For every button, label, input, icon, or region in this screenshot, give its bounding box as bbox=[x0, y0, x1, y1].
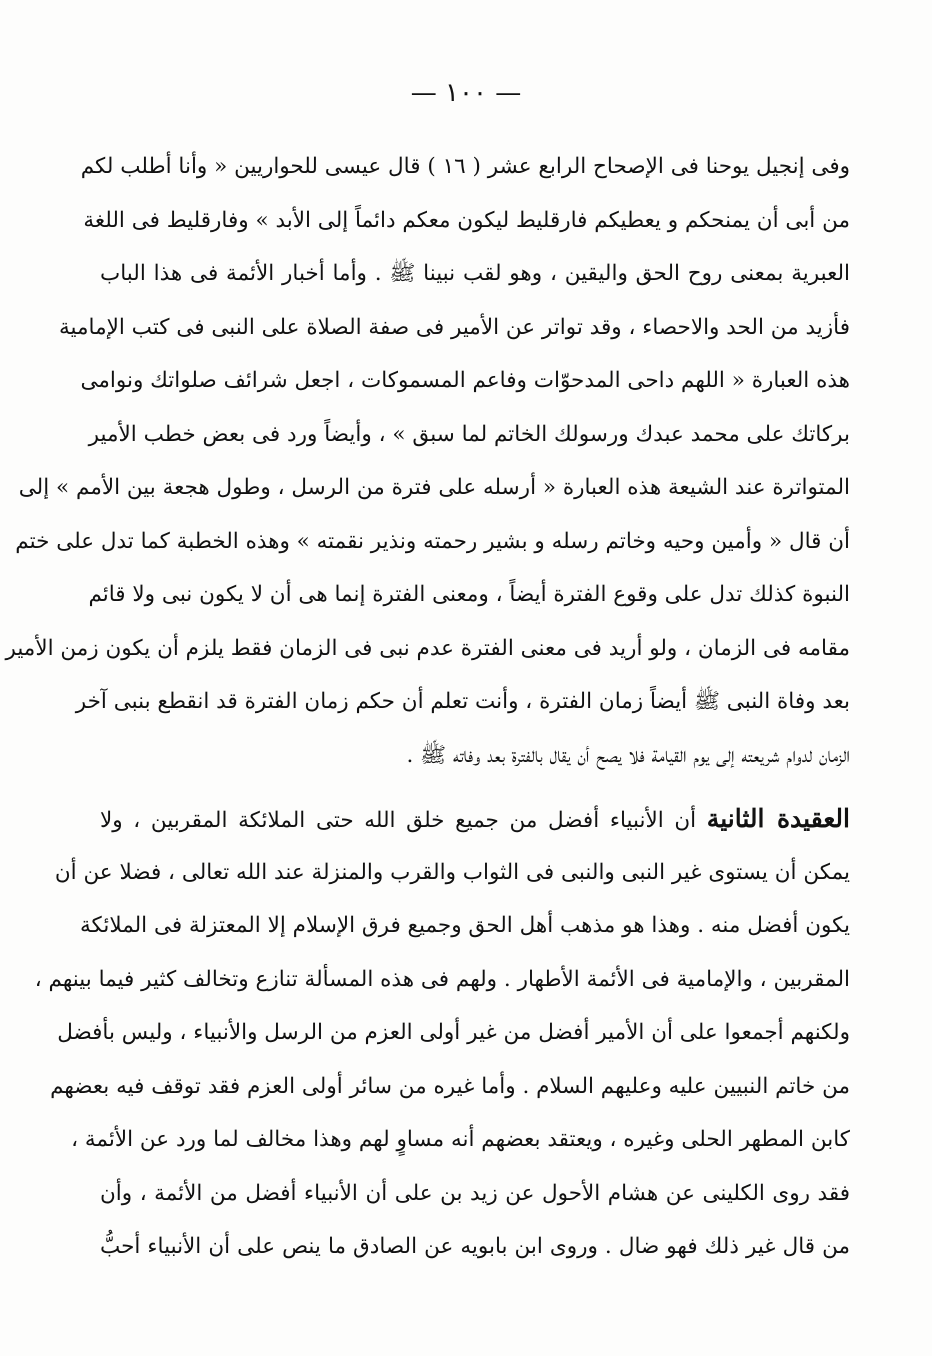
text-line: فقد روى الكلينى عن هشام الأحول عن زيد بن على أن الأنبياء أفضل من الأئمة ، وأن bbox=[100, 1180, 850, 1206]
text-line: يكون أفضل منه . وهذا هو مذهب أهل الحق وجميع فرق الإسلام إلا المعتزلة فى الملائكة bbox=[79, 913, 850, 938]
text-line: من أبى أن يمنحكم و يعطيكم فارقليط ليكون معكم دائماً إلى الأبد » وفارقليط فى اللغة bbox=[83, 207, 850, 233]
text-line: النبوة كذلك تدل على وقوع الفترة أيضاً ، ومعنى الفترة إنما هى أن لا يكون نبى ولا قائم bbox=[88, 582, 850, 607]
text-line: المقربين ، والإمامية فى الأئمة الأطهار . ولهم فى هذه المسألة تنازع وتخالف كثير فيما بينهم ، bbox=[34, 966, 850, 992]
section-heading: العقيدة الثانية bbox=[706, 804, 850, 833]
text-line: كابن المطهر الحلى وغيره ، ويعتقد بعضهم أنه مساوٍ لهم وهذا مخالف لما ورد عن الأئمة ، bbox=[71, 1127, 850, 1152]
text-line: يمكن أن يستوى غير النبى والنبى فى الثواب والقرب والمنزلة عند الله تعالى ، فضلا عن أن bbox=[54, 859, 850, 885]
text-line: العبرية بمعنى روح الحق واليقين ، وهو لقب نبينا ﷺ . وأما أخبار الأئمة فى هذا الباب bbox=[100, 261, 850, 286]
paragraph-second-creed bbox=[34, 792, 850, 1274]
text-line-with-heading bbox=[100, 792, 850, 846]
page-number: — ١٠٠ — bbox=[410, 78, 522, 108]
text-line-rest: أن الأنبياء أفضل من جميع خلق الله حتى الملائكة المقربين ، ولا bbox=[100, 808, 707, 833]
text-line: من قال غير ذلك فهو ضال . وروى ابن بابويه عن الصادق ما ينص على أن الأنبياء أحبُّ bbox=[100, 1234, 850, 1259]
text-line: المتواترة عند الشيعة هذه العبارة « أرسله على فترة من الرسل ، وطول هجعة بين الأمم » إلى bbox=[18, 475, 850, 500]
text-line: الزمان لدوام شريعته إلى يوم القيامة فلا يصح أن يقال بالفترة بعد وفاته ﷺ . bbox=[406, 742, 850, 768]
text-line: بعد وفاة النبى ﷺ أيضاً زمان الفترة ، وأنت تعلم أن حكم زمان الفترة قد انقطع بنبى آخر bbox=[75, 689, 850, 714]
text-line: بركاتك على محمد عبدك ورسولك الخاتم لما سبق » ، وأيضاً ورد فى بعض خطب الأمير bbox=[88, 421, 850, 447]
text-line: هذه العبارة « اللهم داحى المدحوّات وفاعم المسموكات ، اجعل شرائف صلواتك ونوامى bbox=[80, 368, 850, 393]
text-line: أن قال « وأمين وحيه وخاتم رسله و بشير رحمته ونذير نقمته » وهذه الخطبة كما تدل على ختم bbox=[15, 528, 850, 554]
text-line: مقامه فى الزمان ، ولو أريد فى معنى الفترة عدم نبى فى الزمان فقط يلزم أن يكون زمن الأمير bbox=[5, 635, 850, 661]
text-line: فأزيد من الحد والاحصاء ، وقد تواتر عن الأمير فى صفة الصلاة على النبى فى كتب الإمامية bbox=[59, 314, 850, 340]
text-line: من خاتم النبيين عليه وعليهم السلام . وأما غيره من سائر أولى العزم فقد توقف فيه بعضهم bbox=[50, 1073, 850, 1099]
text-line: وفى إنجيل يوحنا فى الإصحاح الرابع عشر ( ١٦ ) قال عيسى للحواريين « وأنا أطلب لكم bbox=[80, 154, 850, 179]
text-line: ولكنهم أجمعوا على أن الأمير أفضل من غير أولى العزم من الرسل والأنبياء ، وليس بأفضل bbox=[57, 1020, 850, 1045]
paragraph-prophethood bbox=[5, 140, 850, 782]
